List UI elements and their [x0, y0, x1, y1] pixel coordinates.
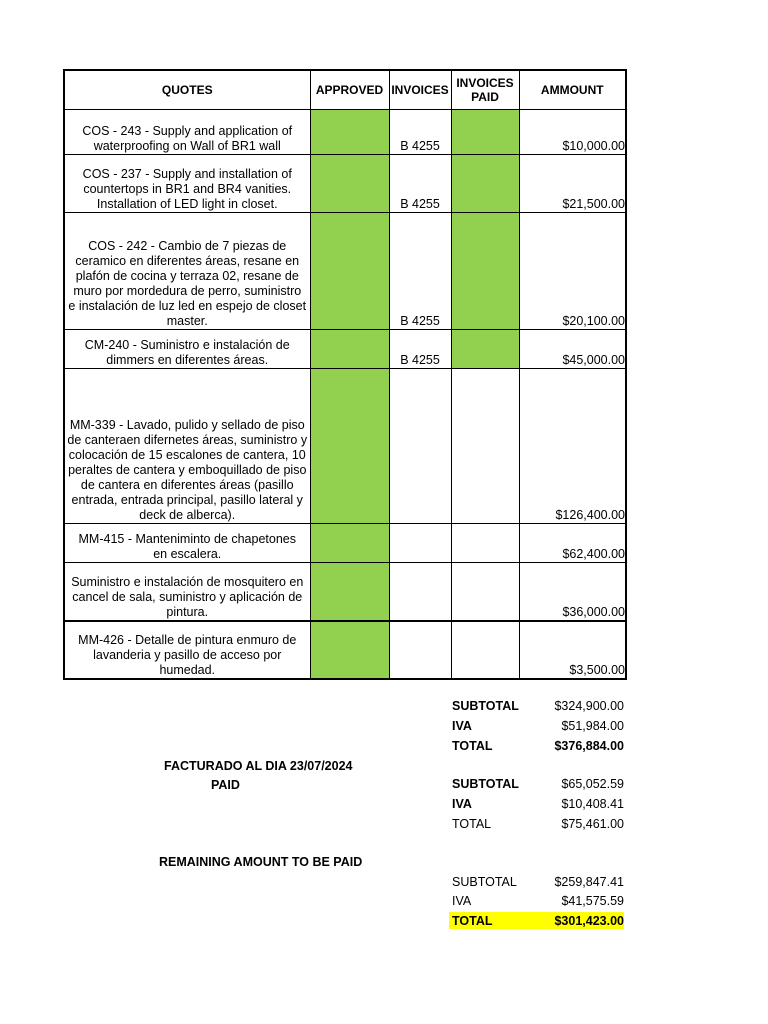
summary3-total-label: TOTAL	[452, 914, 493, 928]
header-quotes: QUOTES	[64, 70, 310, 109]
invoice-cell: B 4255	[389, 109, 451, 154]
approved-cell	[310, 329, 389, 368]
invoice-cell	[389, 523, 451, 562]
row-description: COS - 243 - Supply and application of waterproofing on Wall of BR1 wall	[64, 109, 310, 154]
summary1-iva-value: $51,984.00	[561, 719, 624, 733]
table-row	[64, 212, 626, 329]
invoice-paid-cell	[451, 109, 519, 154]
amount-cell: $36,000.00	[519, 562, 626, 621]
row-description: COS - 237 - Supply and installation of countertops in BR1 and BR4 vanities. Installation of LED light in closet.	[64, 154, 310, 212]
amount-cell: $45,000.00	[519, 329, 626, 368]
invoice-paid-cell	[451, 154, 519, 212]
amount-cell: $10,000.00	[519, 109, 626, 154]
table-row	[64, 109, 626, 154]
approved-cell	[310, 368, 389, 523]
table-row	[64, 154, 626, 212]
approved-cell	[310, 621, 389, 679]
facturado-note: FACTURADO AL DIA 23/07/2024	[164, 759, 353, 773]
amount-cell: $3,500.00	[519, 621, 626, 679]
row-description: Suministro e instalación de mosquitero en cancel de sala, suministro y aplicación de pintura.	[64, 562, 310, 621]
summary1-iva-label: IVA	[452, 719, 472, 733]
header-invoices: INVOICES	[389, 70, 451, 109]
table-row	[64, 523, 626, 562]
summary3-iva-label: IVA	[452, 894, 472, 908]
quotes-table	[63, 69, 627, 680]
summary2-total-label: TOTAL	[452, 817, 492, 831]
summary1-subtotal-label: SUBTOTAL	[452, 699, 519, 713]
approved-cell	[310, 562, 389, 621]
approved-cell	[310, 109, 389, 154]
header-row	[64, 70, 626, 109]
remaining-note: REMAINING AMOUNT TO BE PAID	[159, 855, 363, 869]
table-row	[64, 329, 626, 368]
invoice-paid-cell	[451, 329, 519, 368]
summary2-subtotal-label: SUBTOTAL	[452, 777, 519, 791]
invoice-paid-cell	[451, 523, 519, 562]
summary1-total-value: $376,884.00	[554, 739, 624, 753]
paid-note: PAID	[211, 778, 240, 792]
invoice-cell: B 4255	[389, 329, 451, 368]
invoice-cell	[389, 562, 451, 621]
table-row	[64, 368, 626, 523]
invoice-paid-cell	[451, 368, 519, 523]
summary2-total-value: $75,461.00	[561, 817, 624, 831]
amount-cell: $21,500.00	[519, 154, 626, 212]
approved-cell	[310, 154, 389, 212]
summary1-subtotal-value: $324,900.00	[554, 699, 624, 713]
amount-cell: $62,400.00	[519, 523, 626, 562]
table-row	[64, 621, 626, 679]
summary3-subtotal-label: SUBTOTAL	[452, 875, 517, 889]
row-description: MM-415 - Manteniminto de chapetones en escalera.	[64, 523, 310, 562]
amount-cell: $126,400.00	[519, 368, 626, 523]
invoice-cell	[389, 368, 451, 523]
summary2-subtotal-value: $65,052.59	[561, 777, 624, 791]
table-row	[64, 562, 626, 621]
invoice-cell: B 4255	[389, 154, 451, 212]
summary3-subtotal-value: $259,847.41	[554, 875, 624, 889]
summary3-total-value: $301,423.00	[554, 914, 624, 928]
row-description: MM-426 - Detalle de pintura enmuro de lavanderia y pasillo de acceso por humedad.	[64, 621, 310, 679]
approved-cell	[310, 523, 389, 562]
header-invoices-paid: INVOICES PAID	[451, 70, 519, 109]
row-description: COS - 242 - Cambio de 7 piezas de ceramico en diferentes áreas, resane en plafón de cocina y terraza 02, resane de muro por mordedura de perro, suministro e instalación de luz led en espejo de closet master.	[64, 212, 310, 329]
summary2-iva-value: $10,408.41	[561, 797, 624, 811]
invoice-paid-cell	[451, 621, 519, 679]
row-description: CM-240 - Suministro e instalación de dimmers en diferentes áreas.	[64, 329, 310, 368]
amount-cell: $20,100.00	[519, 212, 626, 329]
row-description: MM-339 - Lavado, pulido y sellado de piso de canteraen difernetes áreas, suministro y colocación de 15 escalones de cantera, 10 peraltes de cantera y emboquillado de piso de cantera en diferentes áreas (pasillo entrada, entrada principal, pasillo lateral y deck de alberca).	[64, 368, 310, 523]
invoice-cell: B 4255	[389, 212, 451, 329]
invoice-paid-cell	[451, 212, 519, 329]
header-approved: APPROVED	[310, 70, 389, 109]
approved-cell	[310, 212, 389, 329]
summary3-iva-value: $41,575.59	[561, 894, 624, 908]
header-amount: AMMOUNT	[519, 70, 626, 109]
invoice-cell	[389, 621, 451, 679]
summary1-total-label: TOTAL	[452, 739, 493, 753]
summary2-iva-label: IVA	[452, 797, 472, 811]
invoice-paid-cell	[451, 562, 519, 621]
